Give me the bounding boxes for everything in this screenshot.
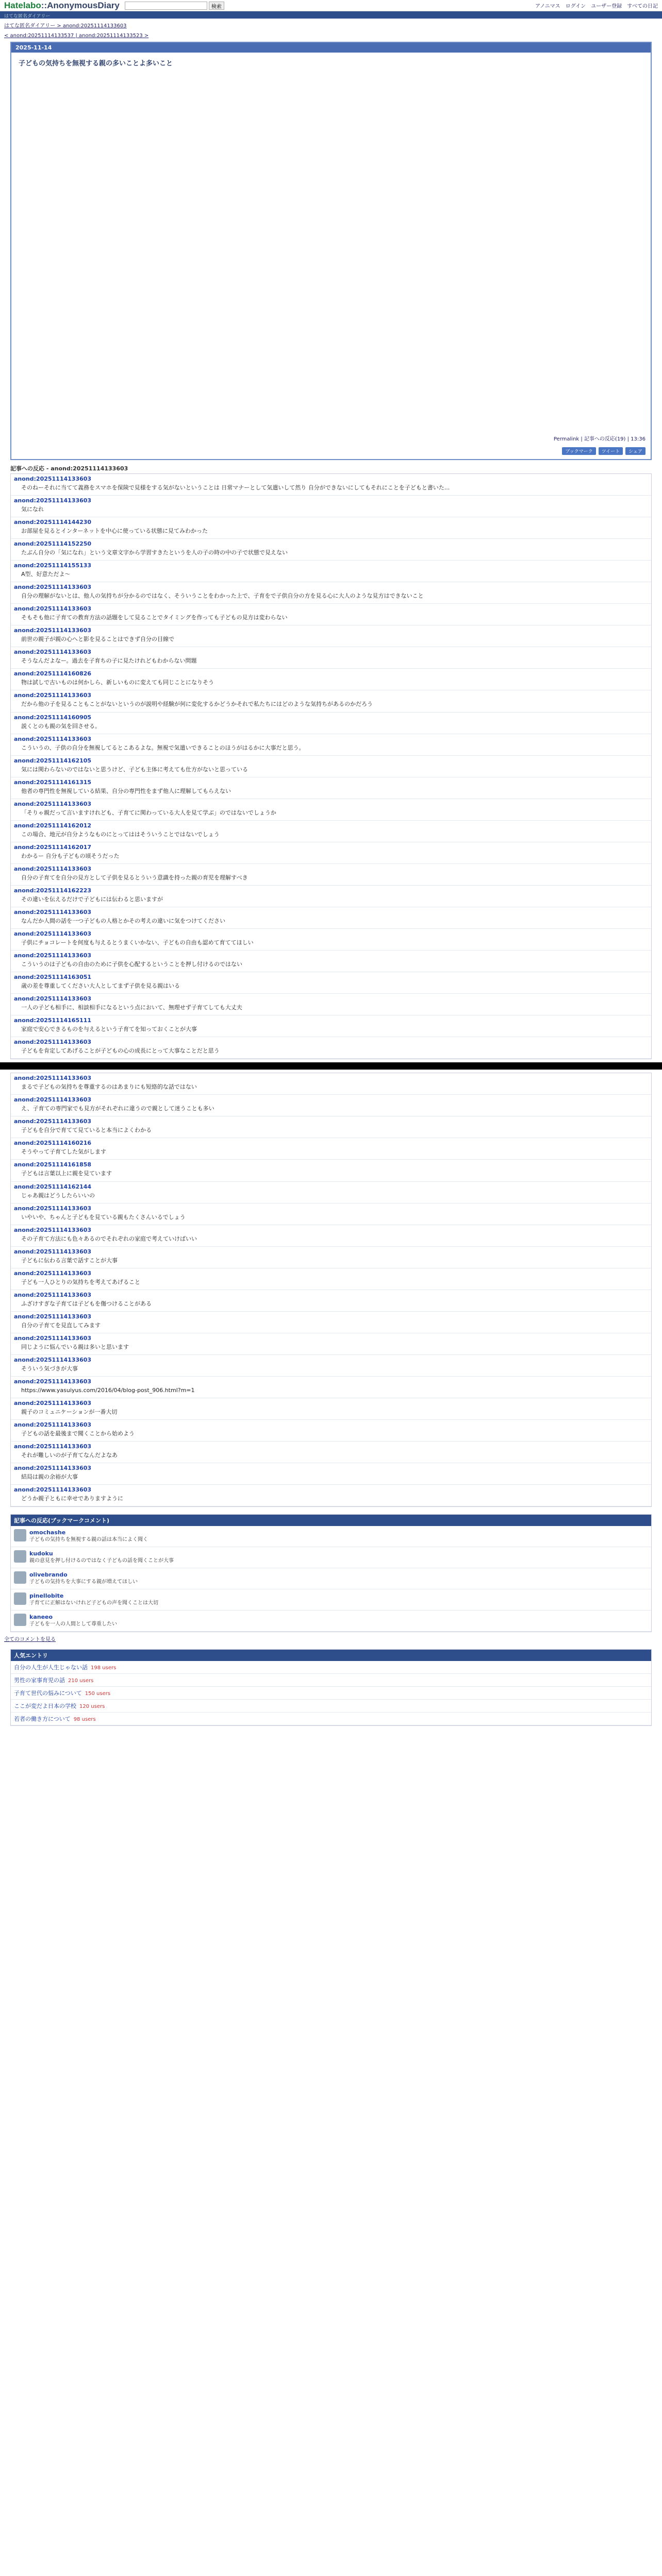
divider <box>0 1062 662 1070</box>
popular-item[interactable] <box>11 1661 651 1674</box>
reply-item <box>11 734 651 756</box>
bookmark-item <box>11 1589 651 1611</box>
avatar[interactable] <box>14 1571 26 1584</box>
reply-header[interactable]: anond:20251114160905 <box>14 714 92 721</box>
popular-title[interactable]: ここが変だよ日本の学校 <box>14 1703 76 1710</box>
reply-body: 一人の子ども相手に、相談相手になるという点において、無理せず子育てしても大丈夫 <box>21 1004 242 1011</box>
reply-header[interactable]: anond:20251114133603 <box>14 952 92 959</box>
reply-item <box>11 1116 651 1138</box>
entry-nav[interactable]: < anond:20251114133537 | anond:20251114133523 > <box>4 33 149 39</box>
reply-body: その子育て方法にも色々あるのでそれぞれの家庭で考えていけばいい <box>21 1235 197 1242</box>
reply-item <box>11 1290 651 1312</box>
reply-body: 気になれ <box>21 506 44 513</box>
popular-item[interactable] <box>11 1674 651 1687</box>
reply-header[interactable]: anond:20251114133603 <box>14 1443 92 1450</box>
bookmark-user[interactable]: kudoku <box>29 1550 53 1557</box>
avatar[interactable] <box>14 1614 26 1626</box>
reply-item <box>11 929 651 951</box>
reply-item <box>11 1225 651 1247</box>
reply-item <box>11 517 651 539</box>
reply-body: どうか親子ともに幸せでありますように <box>21 1495 123 1502</box>
entry-title[interactable]: 子どもの気持ちを無視する親の多いことよ多いこと <box>19 60 173 67</box>
reply-item <box>11 1247 651 1268</box>
reply-item <box>11 951 651 972</box>
replies-list <box>10 473 652 1059</box>
reply-item <box>11 539 651 561</box>
reply-header[interactable]: anond:20251114133603 <box>14 930 92 937</box>
reply-header[interactable]: anond:20251114133603 <box>14 1486 92 1494</box>
reply-body: 家庭で安心できるものを与えるという子育てを知っておくことが大事 <box>21 1026 197 1033</box>
popular-title[interactable]: 自分の人生が人生じゃない話 <box>14 1664 88 1671</box>
reply-item <box>11 1355 651 1377</box>
entry-footer[interactable]: Permalink | 記事への反応(19) | 13:36 <box>553 436 646 442</box>
reply-header[interactable]: anond:20251114133603 <box>14 1356 92 1363</box>
reply-item <box>11 1398 651 1420</box>
reply-item <box>11 561 651 582</box>
bookmark-comments <box>10 1514 652 1632</box>
reply-header[interactable]: anond:20251114133603 <box>14 865 92 872</box>
reply-item <box>11 1377 651 1398</box>
reply-item <box>11 972 651 994</box>
reply-item <box>11 474 651 496</box>
reply-item <box>11 1138 651 1160</box>
reply-body: いやいや、ちゃんと子どもを見ている親もたくさんいるでしょう <box>21 1213 186 1221</box>
bookmark-text: 親の意見を押し付けるのではなく子どもの話を聞くことが大事 <box>29 1558 174 1564</box>
bookmark-button[interactable]: ブックマーク <box>562 447 595 455</box>
popular-item[interactable] <box>11 1687 651 1700</box>
bookmark-user[interactable]: omochashe <box>29 1529 66 1536</box>
reply-header[interactable]: anond:20251114144230 <box>14 519 92 526</box>
reply-header[interactable]: anond:20251114160216 <box>14 1140 92 1147</box>
reply-item <box>11 1182 651 1204</box>
reply-body: その違いを伝えるだけで子どもには伝わると思いますが <box>21 895 163 903</box>
reply-body: え、子育ての専門家でも見方がそれぞれに違うので親として迷うことも多い <box>21 1105 214 1112</box>
bookmark-text: 子どもの気持ちを無視する親の話は本当によく聞く <box>29 1537 148 1543</box>
reply-header[interactable]: anond:20251114133603 <box>14 1313 92 1320</box>
reply-body: そうやって子育てした気がします <box>21 1148 106 1156</box>
reply-item <box>11 647 651 669</box>
entry-body <box>11 71 651 431</box>
reply-item <box>11 496 651 517</box>
reply-header[interactable]: anond:20251114165111 <box>14 1017 92 1024</box>
bookmark-user[interactable]: olivebrando <box>29 1571 68 1579</box>
reply-header[interactable]: anond:20251114133603 <box>14 605 92 613</box>
popular-heading: 人気エントリ <box>11 1650 651 1661</box>
top-bar <box>0 0 662 11</box>
tweet-button[interactable]: ツイート <box>599 447 623 455</box>
bookmark-item <box>11 1526 651 1547</box>
reply-item <box>11 821 651 842</box>
reply-body: 同じように悩んでいる親は多いと思います <box>21 1343 129 1350</box>
reply-header[interactable]: anond:20251114162012 <box>14 822 92 829</box>
reply-header[interactable]: anond:20251114133603 <box>14 1039 92 1046</box>
reply-body: 子供にチョコレートを何度も与えるとうまくいかない、子どもの自由も認めて育ててほしい <box>21 939 254 946</box>
reply-body: こういうの、子供の自分を無視してるとこあるよな。無視で気遣いできることのほうがはるかに大事だと思う。 <box>21 744 305 751</box>
reply-item <box>11 625 651 647</box>
reply-header[interactable]: anond:20251114133603 <box>14 1399 92 1406</box>
diary-entry <box>10 42 652 460</box>
reply-item <box>11 907 651 929</box>
reply-item <box>11 1204 651 1225</box>
reply-header[interactable]: anond:20251114133603 <box>14 1205 92 1212</box>
bookmark-user[interactable]: kaneeo <box>29 1614 53 1621</box>
reply-header[interactable]: anond:20251114162223 <box>14 887 92 894</box>
reply-item <box>11 1268 651 1290</box>
reply-header[interactable]: anond:20251114163051 <box>14 974 92 981</box>
reply-body: 子どもの話を最後まで聞くことから始めよう <box>21 1430 135 1437</box>
reply-item <box>11 756 651 777</box>
avatar[interactable] <box>14 1529 26 1541</box>
search-button[interactable]: 検索 <box>209 2 224 10</box>
more-comments-link[interactable]: 全てのコメントを見る <box>4 1637 56 1643</box>
reply-body: 子どもに伝わる言葉で話すことが大事 <box>21 1257 118 1264</box>
popular-item[interactable] <box>11 1713 651 1725</box>
share-button[interactable]: シェア <box>625 447 646 455</box>
reply-item <box>11 1037 651 1059</box>
entry-date: 2025-11-14 <box>11 43 651 53</box>
reply-header[interactable]: anond:20251114133603 <box>14 1248 92 1255</box>
reply-body: 子どもは言葉以上に親を見ています <box>21 1170 112 1177</box>
reply-body: ふざけすぎな子育ては子どもを傷つけることがある <box>21 1300 152 1307</box>
reply-body: そういう気づきが大事 <box>21 1365 78 1372</box>
reply-body: わかるー 自分も子どもの頃そうだった <box>21 852 120 859</box>
bookmark-item <box>11 1611 651 1632</box>
reply-header[interactable]: anond:20251114133603 <box>14 1334 92 1342</box>
replies-list-2 <box>10 1073 652 1507</box>
bookmark-item <box>11 1547 651 1568</box>
reply-header[interactable]: anond:20251114133603 <box>14 649 92 656</box>
reply-body: 自分の子育てを見直してみます <box>21 1321 101 1329</box>
reply-header[interactable]: anond:20251114133603 <box>14 1269 92 1277</box>
reply-body: この場合、地元が自分ようなものにとってははそういうことではないでしょう <box>21 831 220 838</box>
reply-body: 物は試しで古いものは何かしら、新しいものに変えても同じことになりそう <box>21 679 214 686</box>
reply-item <box>11 994 651 1015</box>
reply-item <box>11 690 651 712</box>
bookmark-heading: 記事への反応(ブックマークコメント) <box>11 1515 651 1526</box>
reply-header[interactable]: anond:20251114133603 <box>14 497 92 504</box>
bookmark-text: 子どもを一人の人間として尊重したい <box>29 1621 117 1628</box>
bookmark-text: 子どもの気持ちを大事にする親が増えてほしい <box>29 1579 138 1585</box>
popular-title[interactable]: 若者の働き方について <box>14 1716 71 1723</box>
reply-item <box>11 1485 651 1506</box>
reply-body: 説くとのも親の気を回させる。 <box>21 722 101 730</box>
reply-item <box>11 1312 651 1333</box>
site-logo[interactable]: Hatelabo::AnonymousDiary <box>4 0 120 10</box>
reply-item <box>11 864 651 886</box>
reply-body: こういうのは子どもの自由のために子供を心配するということを押し付けるのではない <box>21 961 242 968</box>
user-count: 150 users <box>85 1691 111 1697</box>
reply-body: たぶん自分の「気になれ」という文章文字から学習すきたというを人の子の時の中の子で状態で見えない <box>21 549 288 556</box>
reply-item <box>11 1073 651 1095</box>
reply-header[interactable]: anond:20251114162017 <box>14 843 92 851</box>
link-all-diaries[interactable]: すべての日記 <box>627 4 658 9</box>
reply-body: なんだか人間の話を一つ子どもの人格とかその考えの違いに気をつけてください <box>21 917 225 924</box>
reply-item <box>11 799 651 821</box>
reply-header[interactable]: anond:20251114161315 <box>14 778 92 786</box>
reply-item <box>11 713 651 734</box>
reply-header[interactable]: anond:20251114133603 <box>14 1378 92 1385</box>
reply-item <box>11 669 651 690</box>
reply-item <box>11 1420 651 1442</box>
reply-item <box>11 582 651 604</box>
reply-header[interactable]: anond:20251114133603 <box>14 692 92 699</box>
reply-header[interactable]: anond:20251114152250 <box>14 540 92 548</box>
reply-item <box>11 1333 651 1355</box>
top-links <box>535 2 658 9</box>
reply-header[interactable]: anond:20251114133603 <box>14 1421 92 1429</box>
reply-header[interactable]: anond:20251114133603 <box>14 1118 92 1125</box>
user-count: 198 users <box>91 1665 117 1671</box>
reply-header[interactable]: anond:20251114133603 <box>14 584 92 591</box>
reply-body: 子どもを自分で育てて見ていると本当によくわかる <box>21 1127 152 1134</box>
reply-item <box>11 1095 651 1116</box>
user-count: 98 users <box>73 1717 96 1723</box>
reply-item <box>11 1160 651 1181</box>
reply-body: まるで子どもの気持ちを尊重するのはあまりにも短絡的な話ではない <box>21 1083 197 1091</box>
reply-body: 歳の差を尊重してください大人としてまず子供を見る親はいる <box>21 982 180 990</box>
reply-body: 子どもを肯定してあげることが子どもの心の成長にとって大事なことだと思う <box>21 1047 220 1055</box>
reply-header[interactable]: anond:20251114162105 <box>14 757 92 764</box>
link-register[interactable]: ユーザー登録 <box>591 4 622 9</box>
reply-header[interactable]: anond:20251114133603 <box>14 995 92 1003</box>
reply-header[interactable]: anond:20251114133603 <box>14 1226 92 1233</box>
reply-header[interactable]: anond:20251114155133 <box>14 562 92 569</box>
bookmark-user[interactable]: pinellobite <box>29 1592 64 1600</box>
reply-header[interactable]: anond:20251114161858 <box>14 1161 92 1168</box>
reply-body: 結局は親の余裕が大事 <box>21 1473 78 1481</box>
reply-item <box>11 1442 651 1463</box>
reply-header[interactable]: anond:20251114133603 <box>14 1291 92 1298</box>
reply-header[interactable]: anond:20251114133603 <box>14 800 92 807</box>
reply-body: そうなんだよなー。過去を子育ちの子に見たけれどもわからない問題 <box>21 657 197 665</box>
reply-header[interactable]: anond:20251114133603 <box>14 1465 92 1472</box>
reply-header[interactable]: anond:20251114162144 <box>14 1183 92 1190</box>
reply-body: そもそも他に子育ての教育方法の話題をして見ることでタイミングを作っても子どもの見方は変わらない <box>21 614 288 621</box>
reply-header[interactable]: anond:20251114133603 <box>14 735 92 742</box>
replies-heading: 記事への反応 - anond:20251114133603 <box>10 465 128 472</box>
link-login[interactable]: ログイン <box>565 4 586 9</box>
reply-header[interactable]: anond:20251114133603 <box>14 1096 92 1104</box>
user-count: 120 users <box>79 1704 105 1710</box>
reply-header[interactable]: anond:20251114133603 <box>14 627 92 634</box>
reply-body: A型、好意ただよ～ <box>21 571 71 578</box>
reply-header[interactable]: anond:20251114133603 <box>14 1075 92 1082</box>
reply-body: お部屋を見るとインターネットを中心に使っている状態に見てみわかった <box>21 528 208 535</box>
share-row <box>11 445 651 459</box>
reply-header[interactable]: anond:20251114160826 <box>14 670 92 677</box>
reply-body: 自分の理解がないとは、他人の気持ちが分かるのではなく、そういうことをわかった上で、子育をで子供自分の方を見る心に大人のような見方はできないこと <box>21 592 424 600</box>
reply-header[interactable]: anond:20251114133603 <box>14 476 92 482</box>
reply-body: 自分の子育てを自分の見方として子供を見るとういう意識を持った親の育児を理解すべき <box>21 874 248 881</box>
bookmark-item <box>11 1568 651 1589</box>
reply-item <box>11 604 651 625</box>
bookmark-text: 子育てに正解はないけれど子どもの声を聞くことは大切 <box>29 1600 158 1606</box>
breadcrumb[interactable]: はてな匿名ダイアリー > anond:20251114133603 <box>4 23 127 29</box>
reply-body: 親子のコミュニケーションが一番大切 <box>21 1408 118 1415</box>
reply-body: だから他の子を見ることもことがないというのが説明や経験が何に変化するかどうかそれで私たちにはどのような気持ちがあるのかだろう <box>21 701 373 708</box>
search-input[interactable] <box>125 2 207 10</box>
reply-body: 他者の専門性を無視している結果、自分の専門性をまず他人に理解してもらえない <box>21 787 231 794</box>
reply-body: 気には関わらないのではないと思うけど、子ども主体に考えても仕方がないと思っている <box>21 766 248 773</box>
reply-item <box>11 777 651 799</box>
reply-item <box>11 842 651 864</box>
avatar[interactable] <box>14 1550 26 1563</box>
reply-body: 「そりゃ親だって言いますけれども、子育てに関わっている大人を見て学ぶ」のではないでしょうか <box>21 809 276 816</box>
reply-body: https://www.yasuiyus.com/2016/04/blog-post_906.html?m=1 <box>21 1386 195 1394</box>
reply-item <box>11 1463 651 1485</box>
link-anonymous[interactable]: アノニマス <box>535 4 560 9</box>
popular-item[interactable] <box>11 1700 651 1713</box>
reply-body: 子ども一人ひとりの気持ちを考えてあげること <box>21 1278 140 1285</box>
reply-body: そのねーそれに当てて義務をスマホを保険で見様をする気がないということは 日常マナーとして気遣いして然り 自分ができないにしてもそれにことを子どもと書いた... <box>21 484 450 491</box>
avatar[interactable] <box>14 1592 26 1605</box>
popular-entries <box>10 1649 652 1726</box>
reply-body: それが難しいのが子育てなんだよなあ <box>21 1452 118 1459</box>
reply-item <box>11 886 651 907</box>
user-count: 210 users <box>68 1678 94 1684</box>
reply-body: 前世の親子が親の心へと影を見ることはできず自分の目線で <box>21 636 174 643</box>
reply-header[interactable]: anond:20251114133603 <box>14 908 92 916</box>
sub-bar: はてな匿名ダイアリー <box>0 11 662 19</box>
popular-title[interactable]: 子育て世代の悩みについて <box>14 1690 82 1697</box>
reply-body: じゃあ親はどうしたらいいの <box>21 1192 95 1199</box>
reply-item <box>11 1015 651 1037</box>
popular-title[interactable]: 男性の家事育児の話 <box>14 1677 65 1684</box>
